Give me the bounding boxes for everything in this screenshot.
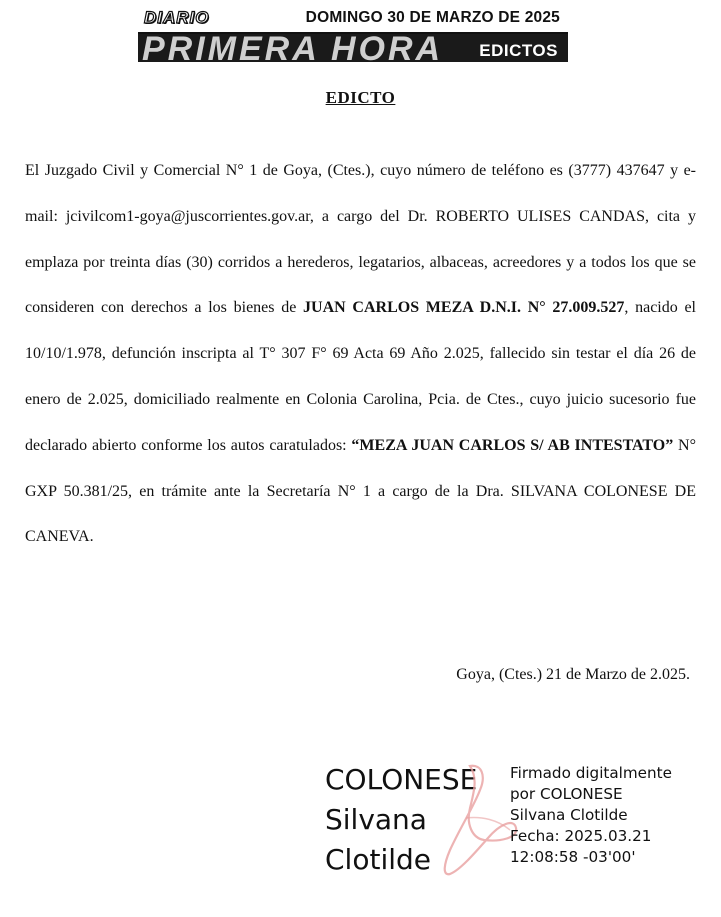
body-text-part-2: , nacido el 10/10/1.978, defunción inscripta al T° 307 F° 69 Acta 69 Año 2.025, fallecido sin testar el día 26 de enero de 2.025, domiciliado realmente en Colonia Carolina, Pcia. de Ctes., cuyo juicio sucesorio fue declarado abierto conforme los autos caratulados: (25, 299, 697, 454)
signer-name-line: Silvana (325, 803, 427, 836)
edition-date: DOMINGO 30 DE MARZO DE 2025 (305, 9, 560, 26)
case-title: “MEZA JUAN CARLOS S/ AB INTESTATO” (351, 436, 674, 454)
edict-body (25, 148, 696, 560)
document-title: EDICTO (325, 88, 396, 107)
signature-info-line: por COLONESE (510, 785, 623, 803)
signer-name-line: Clotilde (325, 843, 431, 876)
masthead-band (138, 34, 568, 62)
newspaper-masthead (138, 6, 568, 62)
deceased-name: JUAN CARLOS MEZA D.N.I. N° 27.009.527 (303, 299, 625, 317)
body-text-part-3: N° GXP 50.381/25, en trámite ante la Secretaría N° 1 a cargo de la Dra. SILVANA COLONESE DE CANEVA. (25, 436, 696, 546)
signature-info-line: Firmado digitalmente (510, 764, 672, 782)
section-label: EDICTOS (479, 41, 558, 60)
masthead-top-bar (138, 6, 568, 34)
body-text-part-1: El Juzgado Civil y Comercial N° 1 de Goya, (Ctes.), cuyo número de teléfono es (3777) 437647 y e-mail: jcivilcom1-goya@juscorrientes.gov.ar, a cargo del Dr. ROBERTO ULISES CANDAS, cita y emplaza por treinta días (30) corridos a herederos, legatarios, albaceas, acreedores y a todos los que se consideren con derechos a los bienes de (25, 162, 696, 317)
signer-name-line: COLONESE (325, 763, 478, 796)
newspaper-logo-small: DIARIO (144, 8, 210, 27)
signature-info-line: Silvana Clotilde (510, 806, 628, 824)
signature-date-line: Fecha: 2025.03.21 (510, 827, 652, 845)
signature-time-line: 12:08:58 -03'00' (510, 848, 636, 866)
digital-signature-info (510, 763, 672, 868)
place-and-date: Goya, (Ctes.) 21 de Marzo de 2.025. (456, 666, 690, 683)
newspaper-logo: PRIMERA HORA (142, 34, 444, 62)
